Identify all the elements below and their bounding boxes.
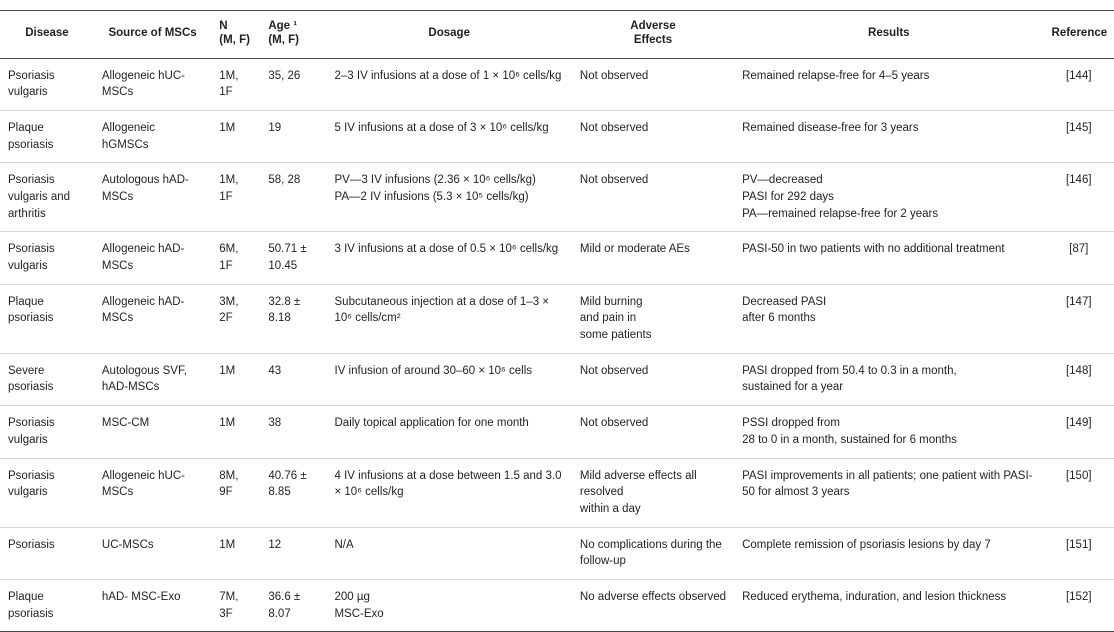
table-cell-n: 3M, 2F — [211, 284, 260, 353]
table-cell-adverse-effects: Not observed — [572, 163, 734, 232]
table-cell-reference: [151] — [1044, 527, 1114, 579]
column-header-results: Results — [734, 11, 1043, 59]
table-cell-results: PASI dropped from 50.4 to 0.3 in a month, sustained for a year — [734, 353, 1043, 405]
table-cell-n: 7M, 3F — [211, 579, 260, 631]
table-cell-dosage: PV—3 IV infusions (2.36 × 10⁶ cells/kg) PA—2 IV infusions (5.3 × 10⁵ cells/kg) — [327, 163, 572, 232]
table-cell-dosage: IV infusion of around 30–60 × 10⁶ cells — [327, 353, 572, 405]
table-row — [0, 527, 1114, 579]
table-cell-dosage: Subcutaneous injection at a dose of 1–3 × 10⁶ cells/cm² — [327, 284, 572, 353]
table-cell-reference: [144] — [1044, 58, 1114, 110]
table-cell-age: 32.8 ± 8.18 — [260, 284, 326, 353]
table-row — [0, 58, 1114, 110]
table-cell-source: Autologous SVF, hAD-MSCs — [94, 353, 211, 405]
table-cell-adverse-effects: Mild adverse effects all resolved within a day — [572, 458, 734, 527]
table-cell-source: Allogeneic hAD-MSCs — [94, 232, 211, 284]
table-cell-source: hAD- MSC-Exo — [94, 579, 211, 631]
table-cell-dosage: 200 µg MSC-Exo — [327, 579, 572, 631]
table-cell-adverse-effects: Not observed — [572, 111, 734, 163]
table-cell-disease: Psoriasis vulgaris — [0, 232, 94, 284]
table-cell-disease: Plaque psoriasis — [0, 284, 94, 353]
table-cell-results: Reduced erythema, induration, and lesion thickness — [734, 579, 1043, 631]
table-cell-reference: [146] — [1044, 163, 1114, 232]
table-cell-age: 19 — [260, 111, 326, 163]
table-cell-n: 1M, 1F — [211, 163, 260, 232]
table-cell-dosage: Daily topical application for one month — [327, 406, 572, 458]
table-cell-adverse-effects: Not observed — [572, 58, 734, 110]
table-cell-results: Decreased PASI after 6 months — [734, 284, 1043, 353]
table-cell-n: 1M — [211, 527, 260, 579]
table-cell-disease: Psoriasis vulgaris and arthritis — [0, 163, 94, 232]
table-cell-disease: Psoriasis vulgaris — [0, 58, 94, 110]
table-cell-adverse-effects: Mild burning and pain in some patients — [572, 284, 734, 353]
table-cell-disease: Psoriasis vulgaris — [0, 406, 94, 458]
table-cell-age: 12 — [260, 527, 326, 579]
table-cell-results: Remained relapse-free for 4–5 years — [734, 58, 1043, 110]
column-header-age: Age ¹ (M, F) — [260, 11, 326, 59]
table-row — [0, 111, 1114, 163]
table-cell-reference: [150] — [1044, 458, 1114, 527]
table-cell-source: Allogeneic hUC-MSCs — [94, 58, 211, 110]
table-cell-adverse-effects: Mild or moderate AEs — [572, 232, 734, 284]
table-row — [0, 163, 1114, 232]
table-cell-disease: Psoriasis vulgaris — [0, 458, 94, 527]
table-cell-reference: [87] — [1044, 232, 1114, 284]
table-cell-n: 8M, 9F — [211, 458, 260, 527]
table-cell-dosage: 3 IV infusions at a dose of 0.5 × 10⁶ cells/kg — [327, 232, 572, 284]
table-cell-results: Complete remission of psoriasis lesions by day 7 — [734, 527, 1043, 579]
table-cell-disease: Plaque psoriasis — [0, 579, 94, 631]
table-cell-source: Allogeneic hGMSCs — [94, 111, 211, 163]
column-header-n: N (M, F) — [211, 11, 260, 59]
table-cell-reference: [147] — [1044, 284, 1114, 353]
table-row — [0, 353, 1114, 405]
table-cell-source: Allogeneic hUC-MSCs — [94, 458, 211, 527]
table-cell-source: MSC-CM — [94, 406, 211, 458]
table-cell-results: PV—decreased PASI for 292 days PA—remained relapse-free for 2 years — [734, 163, 1043, 232]
table-cell-disease: Plaque psoriasis — [0, 111, 94, 163]
column-header-dosage: Dosage — [327, 11, 572, 59]
table-cell-reference: [149] — [1044, 406, 1114, 458]
column-header-disease: Disease — [0, 11, 94, 59]
table-cell-results: Remained disease-free for 3 years — [734, 111, 1043, 163]
clinical-studies-table — [0, 10, 1114, 632]
table-row — [0, 579, 1114, 631]
table-cell-results: PSSI dropped from 28 to 0 in a month, sustained for 6 months — [734, 406, 1043, 458]
table-row — [0, 284, 1114, 353]
table-cell-n: 1M — [211, 353, 260, 405]
column-header-source: Source of MSCs — [94, 11, 211, 59]
table-cell-age: 35, 26 — [260, 58, 326, 110]
table-cell-n: 1M, 1F — [211, 58, 260, 110]
table-cell-n: 1M — [211, 111, 260, 163]
table-cell-adverse-effects: Not observed — [572, 353, 734, 405]
table-cell-source: Autologous hAD-MSCs — [94, 163, 211, 232]
table-row — [0, 232, 1114, 284]
table-cell-dosage: 2–3 IV infusions at a dose of 1 × 10⁶ cells/kg — [327, 58, 572, 110]
table-cell-disease: Psoriasis — [0, 527, 94, 579]
table-row — [0, 406, 1114, 458]
table-row — [0, 458, 1114, 527]
table-cell-age: 58, 28 — [260, 163, 326, 232]
table-body — [0, 58, 1114, 631]
table-cell-dosage: 5 IV infusions at a dose of 3 × 10⁶ cells/kg — [327, 111, 572, 163]
table-cell-adverse-effects: No adverse effects observed — [572, 579, 734, 631]
table-cell-source: Allogeneic hAD-MSCs — [94, 284, 211, 353]
table-cell-age: 43 — [260, 353, 326, 405]
table-cell-reference: [145] — [1044, 111, 1114, 163]
table-cell-source: UC-MSCs — [94, 527, 211, 579]
table-cell-age: 50.71 ± 10.45 — [260, 232, 326, 284]
table-cell-results: PASI improvements in all patients; one patient with PASI-50 for almost 3 years — [734, 458, 1043, 527]
table-header — [0, 11, 1114, 59]
table-cell-adverse-effects: No complications during the follow-up — [572, 527, 734, 579]
table-cell-age: 38 — [260, 406, 326, 458]
table-cell-n: 1M — [211, 406, 260, 458]
column-header-reference: Reference — [1044, 11, 1114, 59]
table-cell-reference: [148] — [1044, 353, 1114, 405]
table-cell-age: 36.6 ± 8.07 — [260, 579, 326, 631]
table-top-spacer — [0, 0, 1114, 10]
table-cell-adverse-effects: Not observed — [572, 406, 734, 458]
table-cell-dosage: N/A — [327, 527, 572, 579]
table-cell-results: PASI-50 in two patients with no additional treatment — [734, 232, 1043, 284]
table-cell-n: 6M, 1F — [211, 232, 260, 284]
table-cell-dosage: 4 IV infusions at a dose between 1.5 and 3.0 × 10⁶ cells/kg — [327, 458, 572, 527]
table-cell-reference: [152] — [1044, 579, 1114, 631]
table-cell-disease: Severe psoriasis — [0, 353, 94, 405]
column-header-adverse-effects: Adverse Effects — [572, 11, 734, 59]
table-cell-age: 40.76 ± 8.85 — [260, 458, 326, 527]
